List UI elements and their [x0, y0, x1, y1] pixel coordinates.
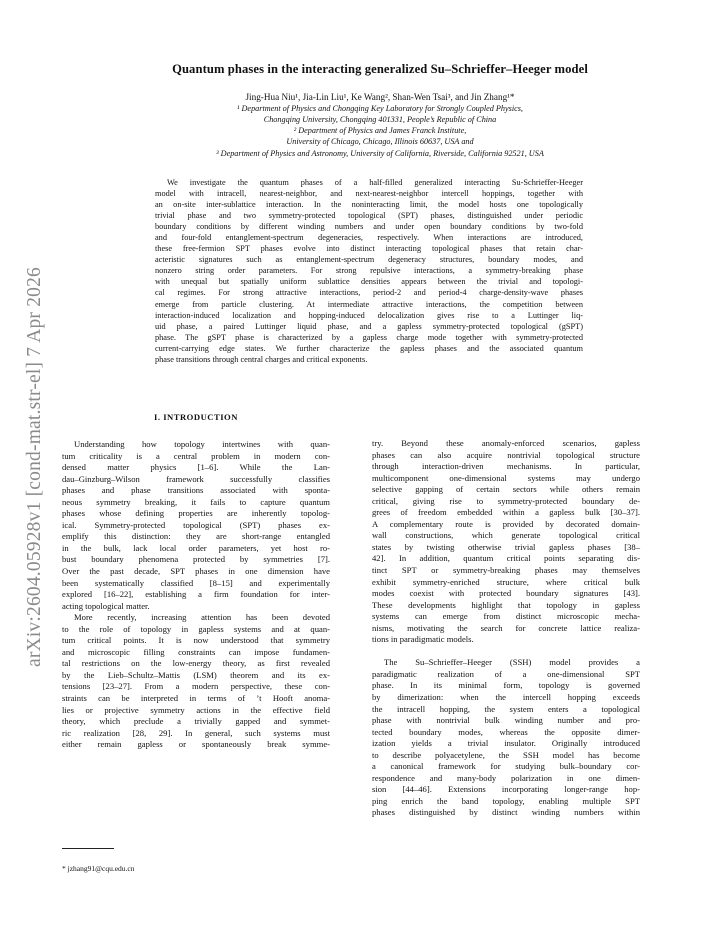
- intro-left-line: lies or projective symmetry actions in the effective field: [62, 704, 330, 715]
- arxiv-identifier-stamp: [22, 222, 48, 712]
- abstract-line: trivial phase and two symmetry-protected topological (SPT) phases, distinguished under periodic: [155, 211, 583, 221]
- intro-right-line: systems can emerge from distinct microscopic mecha-: [372, 611, 640, 622]
- arxiv-identifier-text: arXiv:2604.05928v1 [cond-mat.str-el] 7 Apr 2026: [24, 266, 45, 668]
- abstract-line: uid phase, a paired Luttinger liquid phase, and a gapless symmetry-protected topological (gSPT): [155, 321, 583, 331]
- affiliation-line-5: ³ Department of Physics and Astronomy, University of California, Riverside, California 92521, USA: [216, 149, 544, 158]
- intro-left-line: bust boundary phenomena protected by symmetries [7].: [62, 554, 330, 565]
- intro-right-line: by dimerization: when the intercell hopping exceeds: [372, 691, 640, 702]
- abstract-line: boundary conditions by different winding numbers and under open boundary conditions by two-fold: [155, 222, 583, 232]
- abstract-line: cal regimes. For strong attractive interactions, period-2 and period-4 charge-density-wave phases: [155, 288, 583, 298]
- intro-left-line: tensions [23–27]. From a modern perspective, these con-: [62, 681, 330, 692]
- intro-right-line: phases can also acquire nontrivial topological structure: [372, 449, 640, 460]
- intro-right-line: multicomponent one-dimensional systems may undergo: [372, 472, 640, 483]
- abstract-line: interaction-induced localization and hopping-induced delocalization gives rise to a Luttinger liq-: [155, 310, 583, 320]
- intro-left-line: theory, which preclude a trivially gapped and symmet-: [62, 716, 330, 727]
- intro-right-line: wall constructions, which generate topological critical: [372, 530, 640, 541]
- intro-left-line: More recently, increasing attention has been devoted: [74, 612, 330, 623]
- intro-right-line: ization yields a trivial insulator. Originally introduced: [372, 738, 640, 749]
- affiliation-line-1: ¹ Department of Physics and Chongqing Key Laboratory for Strongly Coupled Physics,: [237, 104, 523, 113]
- abstract-line: phase. The gSPT phase is characterized by a gapless charge mode together with symmetry-protected: [155, 332, 583, 342]
- footnote-separator: [62, 848, 114, 849]
- intro-right-line: respondence and many-body polarization in one dimen-: [372, 772, 640, 783]
- intro-left-line: dau–Ginzburg–Wilson framework successfully classifies: [62, 473, 330, 484]
- intro-left-line: phases whose defining properties are inherently topolog-: [62, 508, 330, 519]
- intro-right-line: sion [44–46]. Extensions incorporating longer-range hop-: [372, 784, 640, 795]
- affiliation-line-4: University of Chicago, Chicago, Illinois 60637, USA and: [286, 137, 474, 146]
- intro-right-line: tected boundary modes, whereas the opposite dimer-: [372, 726, 640, 737]
- intro-left-line: tum criticality is a central problem in modern con-: [62, 450, 330, 461]
- intro-right-line: The Su–Schrieffer–Heeger (SSH) model provides a: [384, 657, 640, 668]
- intro-left-line: straints can be interpreted in terms of ’t Hooft anoma-: [62, 693, 330, 704]
- intro-left-line: and microscopic filling constraints can impose fundamen-: [62, 646, 330, 657]
- section-heading-introduction: I. INTRODUCTION: [154, 412, 238, 422]
- abstract-line: acteristic signatures such as entanglement-spectrum degeneracy structures, boundary modes, and: [155, 255, 583, 265]
- intro-right-line: critical, giving rise to symmetry-protected boundary de-: [372, 495, 640, 506]
- abstract-line: nonzero string order parameters. For strong repulsive interactions, a symmetry-breaking phase: [155, 266, 583, 276]
- abstract-line: We investigate the quantum phases of a half-filled generalized interacting Su-Schrieffer-Heeger: [167, 178, 583, 187]
- abstract-line: and four-fold entanglement-spectrum degeneracies, respectively. When interactions are introduced,: [155, 233, 583, 243]
- intro-right-line: 42]. In addition, quantum critical points separating dis-: [372, 553, 640, 564]
- intro-left-line: Over the past decade, SPT phases in one dimension have: [62, 566, 330, 577]
- abstract-line: an on-site inter-sublattice interaction. In the noninteracting limit, the model hosts one topologically: [155, 200, 583, 210]
- intro-left-line: by the Lieb–Schultz–Mattis (LSM) theorem and its ex-: [62, 669, 330, 680]
- intro-left-line: acting topological matter.: [62, 600, 150, 611]
- intro-left-line: to the role of topology in gapless systems and at quan-: [62, 623, 330, 634]
- author-list: Jing-Hua Niu¹, Jia-Lin Liu¹, Ke Wang², Shan-Wen Tsai³, and Jin Zhang¹*: [245, 92, 515, 102]
- intro-right-line: These developments highlight that topology in gapless: [372, 599, 640, 610]
- intro-left-line: explored [16–22], establishing a firm foundation for inter-: [62, 589, 330, 600]
- affiliation-line-2: Chongqing University, Chongqing 401331, People’s Republic of China: [263, 115, 497, 124]
- abstract-line: these free-fermion SPT phases evolve into distinct interacting topological phases that retain char-: [155, 244, 583, 254]
- intro-right-line: a canonical framework for studying bulk–boundary cor-: [372, 761, 640, 772]
- intro-right-line: nisms, motivating the search for concrete lattice realiza-: [372, 622, 640, 633]
- intro-left-line: phases and phase transitions associated with sponta-: [62, 485, 330, 496]
- corresponding-author-email[interactable]: * jzhang91@cqu.edu.cn: [62, 864, 135, 873]
- abstract: [155, 177, 583, 365]
- intro-left-line: in the bulk, lack local order parameters, yet host ro-: [62, 542, 330, 553]
- intro-left-line: ric realization [28, 29]. In general, such systems must: [62, 727, 330, 738]
- intro-left-line: densed matter physics [1–6]. While the Lan-: [62, 462, 330, 473]
- abstract-line: current-carrying edge states. We further characterize the gapless phases and the associated quantum: [155, 343, 583, 353]
- intro-right-line: grees of freedom embedded within a gapless bulk [30–37].: [372, 507, 640, 518]
- abstract-line: model with intracell, nearest-neighbor, and next-nearest-neighbor intercell hoppings, together with: [155, 189, 583, 199]
- abstract-line: emerge from particle clustering. At intermediate attractive interactions, the competition between: [155, 299, 583, 309]
- intro-right-line: to describe polyacetylene, the SSH model has become: [372, 749, 640, 760]
- intro-right-line: through interaction-driven mechanisms. In particular,: [372, 461, 640, 472]
- intro-left-line: tum critical points. It is now understood that symmetry: [62, 635, 330, 646]
- intro-left-line: emplify this distinction: they are short-range entangled: [62, 531, 330, 542]
- intro-right-line: A complementary route is provided by decorated domain-: [372, 518, 640, 529]
- intro-right-line: phase. In its minimal form, topology is governed: [372, 680, 640, 691]
- intro-right-line: ping enrich the band topology, enabling multiple SPT: [372, 795, 640, 806]
- intro-left-line: tal restrictions on the low-energy theory, as first revealed: [62, 658, 330, 669]
- intro-right-line: phase with nontrivial bulk winding number and pro-: [372, 715, 640, 726]
- intro-left-line: either remain gapless or spontaneously break symme-: [62, 739, 330, 750]
- intro-right-line: try. Beyond these anomaly-enforced scenarios, gapless: [372, 438, 640, 448]
- abstract-line: phase transitions through central charges and critical exponents.: [155, 354, 368, 364]
- intro-left-line: been systematically classified [8–15] and experimentally: [62, 577, 330, 588]
- intro-left-line: ical. Symmetry-protected topological (SPT) phases ex-: [62, 519, 330, 530]
- abstract-line: with unequal but spatially uniform sublattice densities appears between the trivial and topologi-: [155, 277, 583, 287]
- intro-right-line: [372, 646, 640, 658]
- affiliation-line-3: ² Department of Physics and James Franck Institute,: [293, 126, 467, 135]
- intro-left-line: Understanding how topology intertwines with quan-: [74, 439, 330, 449]
- intro-right-line: exhibit symmetry-enriched structure, where critical bulk: [372, 576, 640, 587]
- intro-right-line: modes coexist with protected boundary signatures [43].: [372, 588, 640, 599]
- intro-right-line: the intracell hopping, the system enters a topological: [372, 703, 640, 714]
- intro-left-line: neous symmetry breaking, it fails to capture quantum: [62, 496, 330, 507]
- intro-right-line: phases distinguished by distinct winding numbers within: [372, 807, 640, 818]
- paper-title: Quantum phases in the interacting generalized Su–Schrieffer–Heeger model: [172, 62, 588, 76]
- intro-right-line: paradigmatic realization of a one-dimensional SPT: [372, 668, 640, 679]
- intro-right-line: states by twisting otherwise trivial gapless phases [38–: [372, 541, 640, 552]
- intro-right-line: tions in paradigmatic models.: [372, 634, 474, 645]
- intro-right-line: selective gapping of certain sectors while others remain: [372, 484, 640, 495]
- right-column-text: [372, 438, 640, 819]
- left-column-text: [62, 439, 330, 751]
- intro-right-line: tinct SPT or symmetry-breaking phases may themselves: [372, 565, 640, 576]
